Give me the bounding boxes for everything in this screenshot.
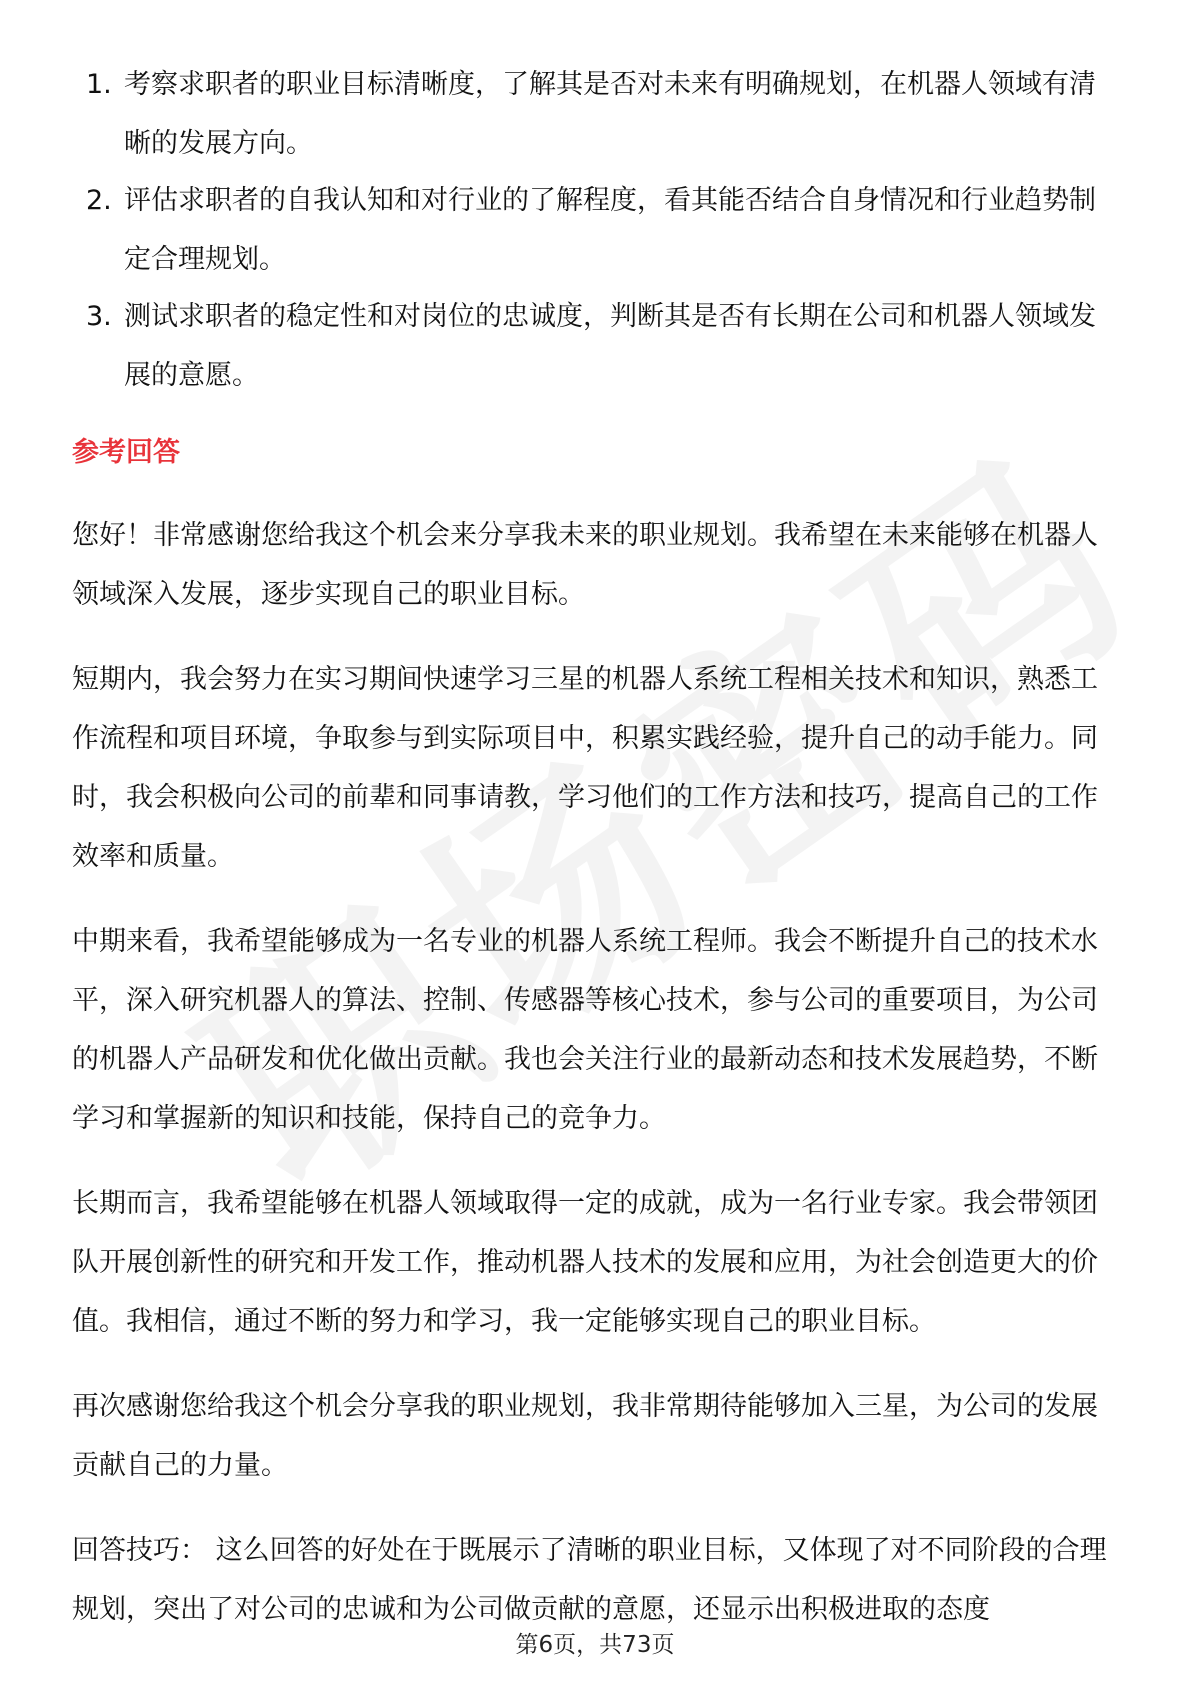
paragraph-closing: 再次感谢您给我这个机会分享我的职业规划，我非常期待能够加入三星，为公司的发展贡献自己的力量。 <box>72 1391 1098 1481</box>
list-item <box>72 55 1122 173</box>
paragraph-short-term: 短期内，我会努力在实习期间快速学习三星的机器人系统工程相关技术和知识，熟悉工作流程和项目环境，争取参与到实际项目中，积累实践经验，提升自己的动手能力。同时，我会积极向公司的前辈和同事请教，学习他们的工作方法和技巧，提高自己的工作效率和质量。 <box>72 664 1098 872</box>
page-content <box>72 55 1122 1665</box>
answer-tip-label: 回答技巧： <box>72 1535 207 1566</box>
paragraph-greeting: 您好！非常感谢您给我这个机会来分享我未来的职业规划。我希望在未来能够在机器人领域深入发展，逐步实现自己的职业目标。 <box>72 520 1098 610</box>
list-item <box>72 287 1122 405</box>
answer-tip-text: 这么回答的好处在于既展示了清晰的职业目标，又体现了对不同阶段的合理规划，突出了对公司的忠诚和为公司做贡献的意愿，还显示出积极进取的态度 <box>72 1535 1107 1625</box>
section-heading: 参考回答 <box>72 437 180 468</box>
page-number: 第6页，共73页 <box>515 1632 675 1658</box>
list-text: 考察求职者的职业目标清晰度，了解其是否对未来有明确规划，在机器人领域有清晰的发展方向。 <box>124 69 1096 159</box>
list-number: 3. <box>86 301 112 332</box>
list-text: 测试求职者的稳定性和对岗位的忠诚度，判断其是否有长期在公司和机器人领域发展的意愿。 <box>124 301 1096 391</box>
list-text: 评估求职者的自我认知和对行业的了解程度，看其能否结合自身情况和行业趋势制定合理规划。 <box>124 185 1096 275</box>
purpose-list <box>72 55 1122 405</box>
paragraph-long-term: 长期而言，我希望能够在机器人领域取得一定的成就，成为一名行业专家。我会带领团队开展创新性的研究和开发工作，推动机器人技术的发展和应用，为社会创造更大的价值。我相信，通过不断的努力和学习，我一定能够实现自己的职业目标。 <box>72 1188 1098 1337</box>
list-number: 1. <box>86 69 112 100</box>
answer-tip <box>72 1521 1122 1639</box>
paragraph-mid-term: 中期来看，我希望能够成为一名专业的机器人系统工程师。我会不断提升自己的技术水平，深入研究机器人的算法、控制、传感器等核心技术，参与公司的重要项目，为公司的机器人产品研发和优化做出贡献。我也会关注行业的最新动态和技术发展趋势，不断学习和掌握新的知识和技能，保持自己的竞争力。 <box>72 926 1098 1134</box>
list-item <box>72 171 1122 289</box>
list-number: 2. <box>86 185 112 216</box>
